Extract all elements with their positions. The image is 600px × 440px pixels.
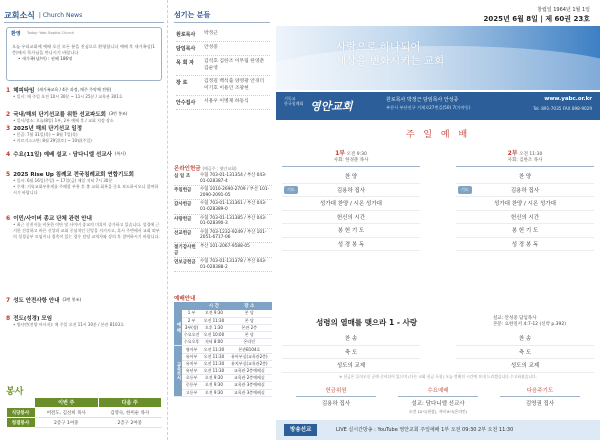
account-number: 수협 703-1232-9249 / 부산 101-2051-6717-06 [200, 229, 267, 241]
service-order-text: 헌신의 시간 [336, 214, 366, 221]
timetable-cell: 고등부 [182, 389, 201, 396]
service-time: 오전 11:30 [519, 152, 543, 157]
account-type: 선교헌금 [174, 230, 192, 236]
timetable-cell: 초등부 [182, 375, 201, 382]
timetable-cell: 온라인 [227, 339, 272, 346]
service-order-text: 찬 양 [344, 174, 358, 181]
timetable-cell: 유치부 [182, 360, 201, 367]
offering-note: ※ 헌금은 들어오신 곳에 준비되어 있으며 (다른 교회 헌금 포함) 오늘 정해진 시간에 보내 드리겠습니다 수고하셨습니다. [339, 374, 537, 379]
service-order-item [456, 170, 594, 184]
news-item [6, 86, 162, 100]
news-item-detail: • 일시/장소: 오늘(8일) 1부, 2부 예배 후 / 교회 지정 장소 [13, 118, 114, 123]
news-item-heading [6, 110, 162, 118]
news-title: 교회소식 [4, 11, 35, 20]
news-item-detail: • 주제: 거룩교회부흥계를 주해할 부흥 후 출 교회 회복을 중요 보도하시오니 참여하시기 바랍니다 [13, 183, 159, 195]
service-number: 1부 [335, 150, 346, 157]
cell: 여전도, 김선희 목사 [35, 408, 99, 418]
section-heading: 다음주기도 [526, 388, 554, 394]
timetable-cell: 교육관 3층예배실 [227, 389, 272, 396]
news-item [6, 124, 162, 144]
news-item-heading [6, 214, 162, 222]
staff-role: 장 로 [176, 80, 188, 86]
news-item-heading [6, 314, 162, 322]
timetable-cell: 수요오후 [183, 339, 200, 345]
timetable-corner [182, 302, 201, 310]
timetable-cell: 교육관 3층예배실 [227, 382, 272, 389]
worship-title: 주 일 예 배 [405, 130, 471, 140]
section-value: 설교: 담다니엘 선교사 [411, 401, 465, 407]
slogan [336, 40, 444, 68]
service-order-item [456, 197, 594, 211]
staff-names: 박정근 [204, 31, 218, 36]
news-item-heading [6, 296, 162, 304]
service-order-item [282, 197, 420, 211]
sermon-preacher: 설교: 안성중 담임목사 [493, 316, 537, 321]
divider [174, 22, 270, 23]
account-number: 수협 703-01-131378 / 부산 043-01-028388-2 [200, 258, 267, 270]
account-row [174, 200, 272, 214]
service-order-tag: 기도 [284, 186, 298, 194]
service-order-item [282, 170, 420, 184]
service-duty-table [6, 397, 162, 428]
staff-row [176, 28, 270, 42]
accounts-list [174, 172, 272, 272]
account-type: 사랑헌금 [174, 216, 192, 222]
news-item-number: 7 [6, 296, 11, 304]
founded-date: 창립일 1964년 1월 1일 [537, 7, 590, 13]
timetable-cell: 오전 11:30 [201, 360, 226, 367]
news-item-title: 헤피타임 [13, 88, 35, 94]
news-item-number: 6 [6, 214, 11, 222]
welcome-label: 환영 [11, 31, 21, 37]
account-type: 감사헌금 [174, 202, 192, 208]
news-subtitle: | Church News [38, 12, 83, 19]
timetable-row [174, 375, 272, 382]
service-order-text: 성 경 봉 독 [337, 241, 365, 248]
service-order-item [282, 211, 420, 225]
staff-title: 섬기는 분들 [174, 11, 211, 19]
timetable-cell: 오전 9:30 [201, 375, 226, 382]
welcome-box [6, 27, 162, 81]
row-label: 식당봉사 [7, 408, 35, 418]
news-item-heading [6, 170, 162, 178]
service-2-header [456, 148, 594, 163]
pastor-line: 원로목사 박정근 담임목사 안성중 [386, 97, 459, 103]
timetable-cell: 본 당 [227, 332, 272, 339]
church-phone: Tel. 891-7035 FAX 898-9029 [533, 106, 592, 111]
staff-names: 안성중 [204, 45, 218, 50]
divider [4, 22, 164, 23]
accounts-title: 온라인헌금 [174, 166, 201, 172]
service-number: 2부 [507, 150, 518, 157]
service-order-item [456, 238, 594, 252]
service-2-closing [456, 332, 594, 373]
church-website-link[interactable]: www.yabc.or.kr [544, 96, 592, 102]
service-1-closing [282, 332, 420, 373]
issue-number: 2025년 6월 8일 | 제 60권 23호 [483, 15, 590, 23]
account-row [174, 258, 272, 272]
service-2-order [456, 170, 594, 251]
news-item-number: 3 [6, 124, 11, 132]
news-item-detail: • 방사반(전양 마사지): 매 주일 오전 11시 30분 / 본관 B103호 [13, 322, 125, 327]
timetable [174, 302, 272, 397]
section-value: 김영권 집사 [525, 401, 555, 407]
timetable-header: 장 소 [227, 302, 272, 310]
service-order-item [282, 238, 420, 252]
account-number: 수협 703-01-131354 / 부산 043-01-028387-4 [200, 173, 267, 184]
broadcast-footer [276, 420, 600, 440]
wednesday-service [388, 386, 488, 416]
timetable-row [174, 360, 272, 367]
account-type: 주일헌금 [174, 188, 192, 194]
service-order-text: 김용하 집사 [510, 187, 540, 194]
logo-line-2: 한국침례회 [284, 101, 304, 106]
timetable-group: 교육부서 [174, 346, 182, 396]
timetable-cell: 중등부 [182, 382, 201, 389]
timetable-cell: 교육관 2층예배실 [227, 368, 272, 375]
table-corner [7, 398, 35, 408]
timetable-cell: 유아부실(교육관2층) [227, 353, 272, 360]
news-item-title: 수요(11일) 예배 설교 · 담다니엘 선교사 [13, 152, 112, 158]
service-order-text: 성가대 찬양 / 시온 성가대 [494, 201, 556, 208]
section-note: 오전 10시(현장), 저녁 8시(온라인) [408, 409, 468, 414]
news-item-detail: • 최근 신천지를 비롯한 이단 및 사이비 종교의 미혹이 증가하고 있습니다. 성경에 근거한 건강하고 바른 신앙과 교회 중심적인 신앙을 지키시고, 혹시 주변에서 교회 외부의 성경공부 모임이나 접촉이 있는 경우 담당 교역자와 상의 후 참여하시기 바랍니다. [13, 222, 160, 239]
sermon-scripture: 본문: 요한일서 4:7-12 (신약 p.392) [493, 322, 566, 327]
account-type: 십 일 조 [174, 174, 191, 179]
news-item-heading [6, 150, 162, 158]
welcome-text: 오늘 우리교회에 예배 오신 모든 분을 진심으로 환영합니다 예배 후 새가족실(1층)에서 목사님을 만나시기 바랍니다 [12, 44, 156, 55]
news-item [6, 296, 162, 304]
service-order-text: 찬 양 [518, 174, 532, 181]
timetable-row [174, 324, 272, 331]
service-order-item [456, 224, 594, 238]
timetable-row [174, 382, 272, 389]
news-item-title: 2025년 해외 단기선교 일정 [13, 126, 83, 132]
news-item-number: 2 [6, 110, 11, 118]
closing-item: 찬 송 [282, 332, 420, 346]
timetable-row [174, 339, 272, 346]
church-bar [276, 92, 600, 120]
timetable-cell: 1 부 [182, 310, 201, 317]
account-type: 절기감사헌금 [174, 244, 196, 256]
cell: 2층구 2여중 [98, 418, 162, 428]
cell: 김영숙, 한미순 목사 [98, 408, 162, 418]
news-column [0, 0, 168, 440]
news-item-note: (복사) [114, 151, 126, 156]
timetable-cell: 저녁 8:00 [201, 339, 226, 346]
news-item-heading [6, 124, 162, 132]
news-item-detail: • 몽골: 7월 31일(목) ~ 8월 7일(목) [13, 132, 78, 137]
news-item [6, 150, 162, 158]
news-item-detail: • 일시: 6월 16일(주일) ~ 17일(금) 매일 저녁 7시 30분 [13, 178, 113, 183]
timetable-group: 예 배 [174, 310, 182, 346]
service-order-text: 봉 헌 기 도 [511, 228, 539, 235]
staff-names: 김석호 김한조 이무림 한영춘 김순영 [204, 59, 265, 71]
account-row [174, 243, 272, 258]
broadcast-badge: 방송선교 [284, 424, 317, 436]
service-order-text: 헌신의 시간 [510, 214, 540, 221]
timetable-cell: 유아부 [182, 353, 201, 360]
timetable-header: 시 간 [201, 302, 226, 310]
news-item-detail: • 일시: 매 주일 오전 10시 30분 ~ 11시 25분 / 교육관 301호 [13, 94, 123, 99]
closing-item: 성도의 교제 [456, 359, 594, 373]
news-item [6, 110, 162, 124]
closing-item: 축 도 [282, 346, 420, 360]
timetable-cell: 오전 11:30 [201, 368, 226, 375]
welcome-sub: Today: Yabc Baptist Church [27, 31, 75, 35]
timetable-cell: 2 부 [182, 317, 201, 324]
cell: 2층구 1여중 [35, 418, 99, 428]
divider [398, 396, 478, 397]
staff-role: 원로목사 [176, 32, 196, 38]
closing-item: 축 도 [456, 346, 594, 360]
news-header [4, 10, 82, 21]
timetable-cell: 오후 1:30 [201, 324, 226, 331]
section-value: 김용하 집사 [321, 401, 351, 407]
timetable-cell: 오전 9:30 [201, 382, 226, 389]
account-number: 수협 1010-2690-2709 / 부산 101-2090-2091-05 [200, 187, 270, 198]
section-heading: 수요예배 [427, 388, 449, 394]
divider [296, 396, 376, 397]
slogan-line-1: 사랑으로 하나되어 [336, 41, 421, 53]
staff-row [176, 42, 270, 56]
service-order-tag: 기도 [458, 186, 472, 194]
divider [456, 166, 594, 167]
service-host: 사회: 한경춘 목사 [333, 158, 369, 163]
news-item-number: 8 [6, 314, 11, 322]
service-1-header [282, 148, 420, 163]
news-item-heading [6, 86, 162, 94]
account-number: 수협 703-01-131361 / 부산 043-01-028389-0 [200, 201, 267, 212]
next-week-prayer [490, 386, 590, 408]
timetable-cell: 오전 10:00 [201, 332, 226, 339]
timetable-cell: 오전 11:30 [201, 317, 226, 324]
service-duty-title: 봉사 [6, 387, 24, 397]
closing-item: 성도의 교제 [282, 359, 420, 373]
divider [282, 166, 420, 167]
denomination-logo [284, 96, 303, 106]
staff-row [176, 96, 270, 110]
staff-role: 담임목사 [176, 46, 196, 52]
timetable-row [174, 389, 272, 396]
staff-names: 김정길 백석출 양영광 안경더 이기호 이용인 조광현 [204, 79, 265, 91]
news-item-title: 이민/사이버 종교 단체 관련 안내 [13, 216, 92, 222]
broadcast-text[interactable]: LIVE 실시간방송 : YouTube 영안교회 주일예배 1부 오전 09:30 2부 오전 11:30 [336, 427, 514, 433]
sermon-ref [493, 316, 566, 328]
service-order-text: 성가대 찬양 / 시온 성가대 [320, 201, 382, 208]
offering-committee [286, 386, 386, 408]
service-order-text: 김용하 집사 [336, 187, 366, 194]
timetable-cell: 오전 9:30 [201, 310, 226, 317]
welcome-item: • 새가족(남/여) : 권혜 186명 [18, 56, 73, 61]
divider [500, 396, 580, 397]
staff-names: 서용우 이병제 하동식 [204, 99, 249, 104]
service-host: 사회: 김한조 목사 [507, 158, 543, 163]
account-row [174, 186, 272, 200]
section-heading: 헌금위원 [325, 388, 347, 394]
table-row [7, 408, 162, 418]
staff-role: 목 회 자 [176, 60, 194, 66]
timetable-cell: 유년부 [182, 368, 201, 375]
account-row [174, 229, 272, 243]
news-item-note: (3번 봉조) [62, 297, 82, 302]
timetable-cell: 수요오전 [183, 332, 200, 338]
account-number: 부산 101-2067-9588-05 [200, 243, 250, 249]
service-order-text: 봉 헌 기 도 [337, 228, 365, 235]
service-order-item [282, 224, 420, 238]
staff-row [176, 76, 270, 96]
account-number: 수협 703-01-131385 / 부산 043-01-028390-3 [200, 215, 267, 227]
news-item [6, 214, 162, 239]
service-1-order [282, 170, 420, 251]
timetable-row [174, 310, 272, 317]
timetable-cell: 영아부 [182, 346, 201, 353]
timetable-row [174, 368, 272, 375]
timetable-corner [174, 302, 182, 310]
news-item [6, 314, 162, 328]
timetable-title: 예배안내 [174, 296, 196, 302]
news-item-number: 4 [6, 150, 11, 158]
issue-info [484, 6, 590, 24]
masthead [276, 0, 600, 120]
timetable-row [174, 332, 272, 339]
accounts-header [174, 164, 237, 172]
staff-row [176, 56, 270, 76]
col-next-week: 다음 주 [98, 398, 162, 408]
row-label: 청결봉사 [7, 418, 35, 428]
timetable-cell: 3부(정) [182, 324, 201, 331]
timetable-cell: 본관 2층 [227, 324, 272, 331]
news-item-number: 5 [6, 170, 11, 178]
news-item-number: 1 [6, 86, 11, 94]
service-order-item [456, 211, 594, 225]
timetable-row [174, 346, 272, 353]
timetable-cell: 본 당 [227, 317, 272, 324]
timetable-cell: 오전 11:30 [201, 346, 226, 353]
news-item-title: 전도(성경) 모임 [13, 316, 53, 322]
table-row [7, 418, 162, 428]
news-item-title: 성도 안전사항 안내 [13, 298, 60, 304]
service-time: 오전 9:30 [346, 152, 367, 157]
service-order-text: 성 경 봉 독 [511, 241, 539, 248]
timetable-row [174, 317, 272, 324]
service-order-item [282, 184, 420, 198]
slogan-banner [276, 26, 600, 90]
news-item-note: (3번 봉조) [108, 111, 128, 116]
news-item [6, 170, 162, 195]
slogan-line-2: 세상을 변화시키는 교회 [336, 55, 445, 67]
logo-line-1: 기독교 [284, 96, 296, 101]
sermon-title: 성령의 열매를 맺으라 1 - 사랑 [316, 317, 418, 327]
staff-role: 안수집사 [176, 100, 196, 106]
news-item-title: 2025 Rise Up 침례교 전국침례교회 연합기도회 [13, 172, 134, 178]
timetable-cell: 유치부실(교육관2층) [227, 360, 272, 367]
timetable-header-row [174, 302, 272, 310]
timetable-cell: 본 당 [227, 310, 272, 317]
account-row [174, 215, 272, 229]
staff-list [176, 28, 270, 110]
worship-column [276, 0, 600, 440]
sermon [316, 316, 566, 328]
timetable-cell: 본관B104호 [227, 346, 272, 353]
staff-column [170, 0, 273, 440]
timetable-cell: 교육관 2층예배실 [227, 375, 272, 382]
timetable-cell: 오전 9:30 [201, 389, 226, 396]
account-type: 연보금헌금 [174, 259, 196, 265]
church-name: 영안교회 [310, 100, 353, 113]
account-row [174, 172, 272, 186]
news-item-detail: • 키르기스스탄: 8월 29일(토) ~ 10월(주일) [13, 137, 92, 143]
accounts-sub: (예금주 : 영안교회) [202, 166, 237, 171]
news-item-note: (새가족교육 / 4주 과정, 매주 주약체 전원) [37, 87, 112, 92]
timetable-cell: 오전 11:30 [201, 353, 226, 360]
closing-item: 찬 송 [456, 332, 594, 346]
news-item-title: 국내/해외 단기선교를 위한 선교파도회 [13, 112, 106, 118]
col-this-week: 이번 주 [35, 398, 99, 408]
service-order-item [456, 184, 594, 198]
church-address: 부산시 부산진구 거제로27번길(50) 7(가야동) [386, 105, 471, 110]
timetable-row [174, 353, 272, 360]
